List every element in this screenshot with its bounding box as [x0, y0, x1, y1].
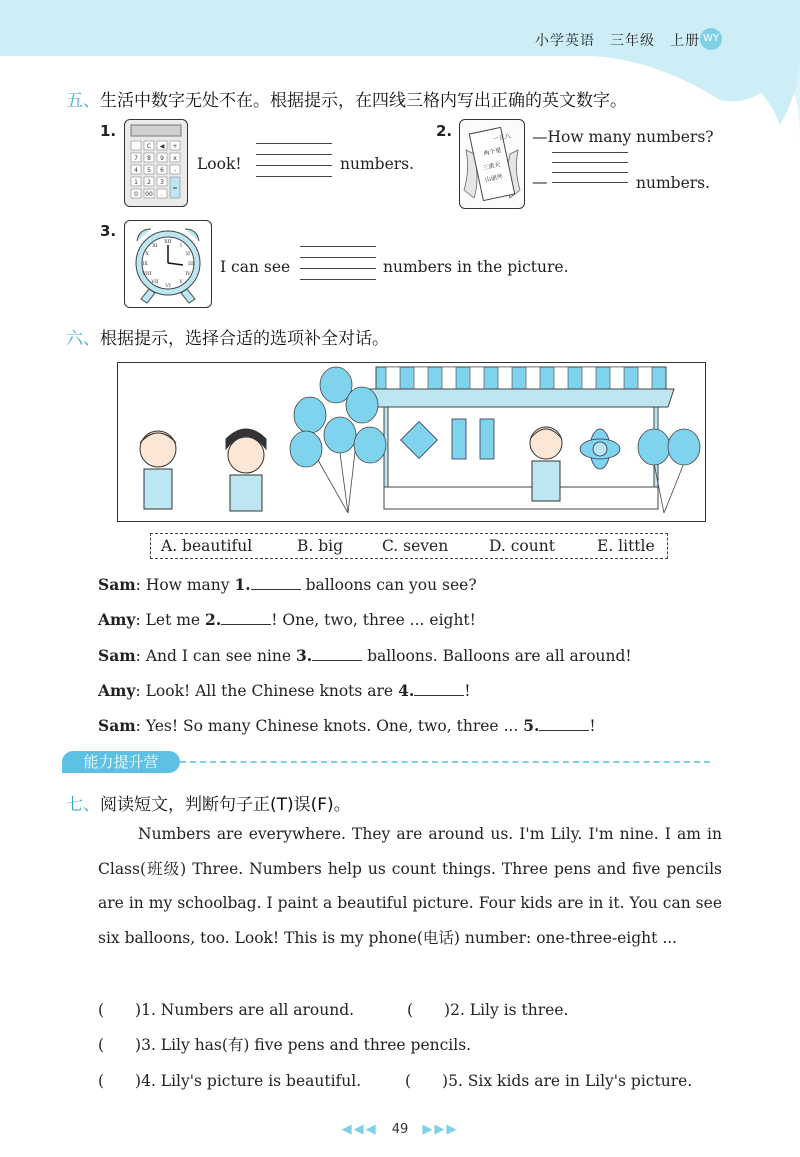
q3-text-before: I can see [220, 258, 291, 276]
svg-text:VI: VI [165, 283, 171, 289]
option-b: B. big [297, 537, 344, 555]
option-c: C. seven [382, 537, 449, 555]
svg-text:IX: IX [142, 261, 148, 267]
dialogue-line-1: Sam: How many 1. balloons can you see? [98, 575, 477, 594]
section-5-number: 五、 [66, 91, 100, 111]
svg-text:2: 2 [147, 179, 151, 186]
svg-text:V: V [179, 279, 183, 285]
answer-options-box [150, 533, 668, 559]
section-5-text: 生活中数字无处不在。根据提示，在四线三格内写出正确的英文数字。 [100, 91, 627, 111]
dialogue-line-2: Amy: Let me 2. ! One, two, three ... eight! [98, 610, 476, 629]
balloon-shop-illustration [117, 362, 706, 522]
svg-text:I: I [180, 243, 182, 249]
blank-2[interactable] [221, 610, 271, 625]
svg-text:1: 1 [134, 179, 138, 186]
q3-number: 3. [100, 222, 117, 240]
blank-4[interactable] [414, 681, 464, 696]
tf-item-1[interactable]: ( )1. Numbers are all around. [98, 1001, 355, 1019]
section-5-title [66, 86, 627, 111]
q1-writing-lines[interactable] [256, 143, 332, 187]
scene-picture [118, 363, 705, 521]
header-badge: WY [700, 28, 722, 50]
option-a: A. beautiful [161, 537, 253, 555]
section-7-text: 阅读短文，判断句子正(T)误(F)。 [100, 795, 351, 815]
svg-text:VIII: VIII [142, 271, 152, 277]
page-number-row [0, 1122, 800, 1137]
svg-text:0: 0 [134, 191, 138, 198]
svg-text:C: C [146, 143, 152, 150]
q1-number: 1. [100, 122, 117, 140]
q3-writing-lines[interactable] [300, 246, 376, 290]
section-6-title [66, 324, 389, 349]
svg-text:三黄天: 三黄天 [482, 161, 502, 172]
poem-scroll-image [459, 119, 525, 209]
tf-item-3[interactable]: ( )3. Lily has(有) five pens and three pencils. [98, 1036, 472, 1054]
q3-text-after: numbers in the picture. [383, 258, 569, 276]
q2-writing-lines[interactable] [552, 152, 628, 192]
reading-passage [98, 817, 722, 955]
svg-text:X: X [145, 251, 149, 257]
section-6-number: 六、 [66, 329, 100, 349]
passage-text: Numbers are everywhere. They are around us. I'm Lily. I'm nine. I am in Class(班级) Three. Numbers help us count things. Three pens and five pencils are in my schoolbag. I paint a beautiful picture. Four kids are in it. You can see six balloons, too. Look! This is my phone(电话) number: one-three-eight ... [98, 825, 722, 947]
svg-text:=: = [172, 185, 178, 192]
svg-text:x: x [173, 155, 177, 162]
svg-text:3: 3 [160, 179, 164, 186]
ability-banner: 能力提升营 [62, 751, 180, 773]
q2-numbers: numbers. [636, 174, 711, 192]
ability-divider [180, 761, 710, 763]
tf-item-5[interactable]: ( )5. Six kids are in Lily's picture. [405, 1072, 693, 1090]
page-number: 49 [391, 1122, 409, 1137]
svg-text:4: 4 [134, 167, 138, 174]
svg-text:一五八: 一五八 [492, 132, 512, 144]
svg-text:◀: ◀ [159, 143, 165, 150]
clock-image [124, 220, 212, 308]
svg-text:5: 5 [147, 167, 151, 174]
speaker: Sam [98, 575, 136, 594]
option-e: E. little [597, 537, 655, 555]
svg-text:9: 9 [160, 155, 164, 162]
svg-text:.: . [161, 191, 163, 198]
speaker: Amy [98, 681, 136, 700]
svg-text:6: 6 [160, 167, 164, 174]
q2-number: 2. [436, 122, 453, 140]
blank-3[interactable] [312, 646, 362, 661]
svg-text:两个里: 两个里 [483, 146, 503, 158]
option-d: D. count [489, 537, 555, 555]
svg-text:+: + [172, 143, 178, 150]
svg-text:山丽外: 山丽外 [484, 173, 504, 184]
calculator-icon [125, 120, 187, 206]
svg-text:XI: XI [152, 243, 158, 249]
speaker: Sam [98, 716, 136, 735]
tf-item-4[interactable]: ( )4. Lily's picture is beautiful. [98, 1072, 362, 1090]
svg-text:II: II [186, 251, 190, 257]
clock-icon [125, 221, 211, 307]
dialogue-line-5: Sam: Yes! So many Chinese knots. One, two, three ... 5. ! [98, 716, 596, 735]
svg-text:-: - [173, 167, 177, 174]
section-7-title [66, 790, 351, 815]
dialogue-line-4: Amy: Look! All the Chinese knots are 4. ! [98, 681, 471, 700]
speaker: Sam [98, 646, 136, 665]
page-arrows-right-icon: ▶▶▶ [422, 1122, 459, 1137]
dialogue-line-3: Sam: And I can see nine 3. balloons. Balloons are all around! [98, 646, 632, 665]
svg-text:IV: IV [185, 271, 191, 277]
svg-text:00: 00 [145, 191, 153, 198]
tf-item-2[interactable]: ( )2. Lily is three. [407, 1001, 569, 1019]
header-title: 小学英语 三年级 上册 [535, 33, 700, 49]
blank-1[interactable] [251, 575, 301, 590]
q2-question: —How many numbers? [532, 128, 714, 146]
page-arrows-left-icon: ◀◀◀ [341, 1122, 378, 1137]
q2-dash: — [532, 173, 548, 191]
svg-text:XII: XII [164, 239, 172, 245]
scroll-icon [460, 120, 524, 208]
section-7-number: 七、 [66, 795, 100, 815]
section-6-text: 根据提示，选择合适的选项补全对话。 [100, 329, 389, 349]
svg-text:III: III [188, 261, 194, 267]
svg-text:VII: VII [151, 279, 159, 285]
calculator-image [124, 119, 188, 207]
svg-text:8: 8 [147, 155, 151, 162]
blank-5[interactable] [539, 716, 589, 731]
svg-text:7: 7 [134, 155, 138, 162]
q1-look: Look! [197, 155, 242, 173]
speaker: Amy [98, 610, 136, 629]
q1-numbers: numbers. [340, 155, 415, 173]
